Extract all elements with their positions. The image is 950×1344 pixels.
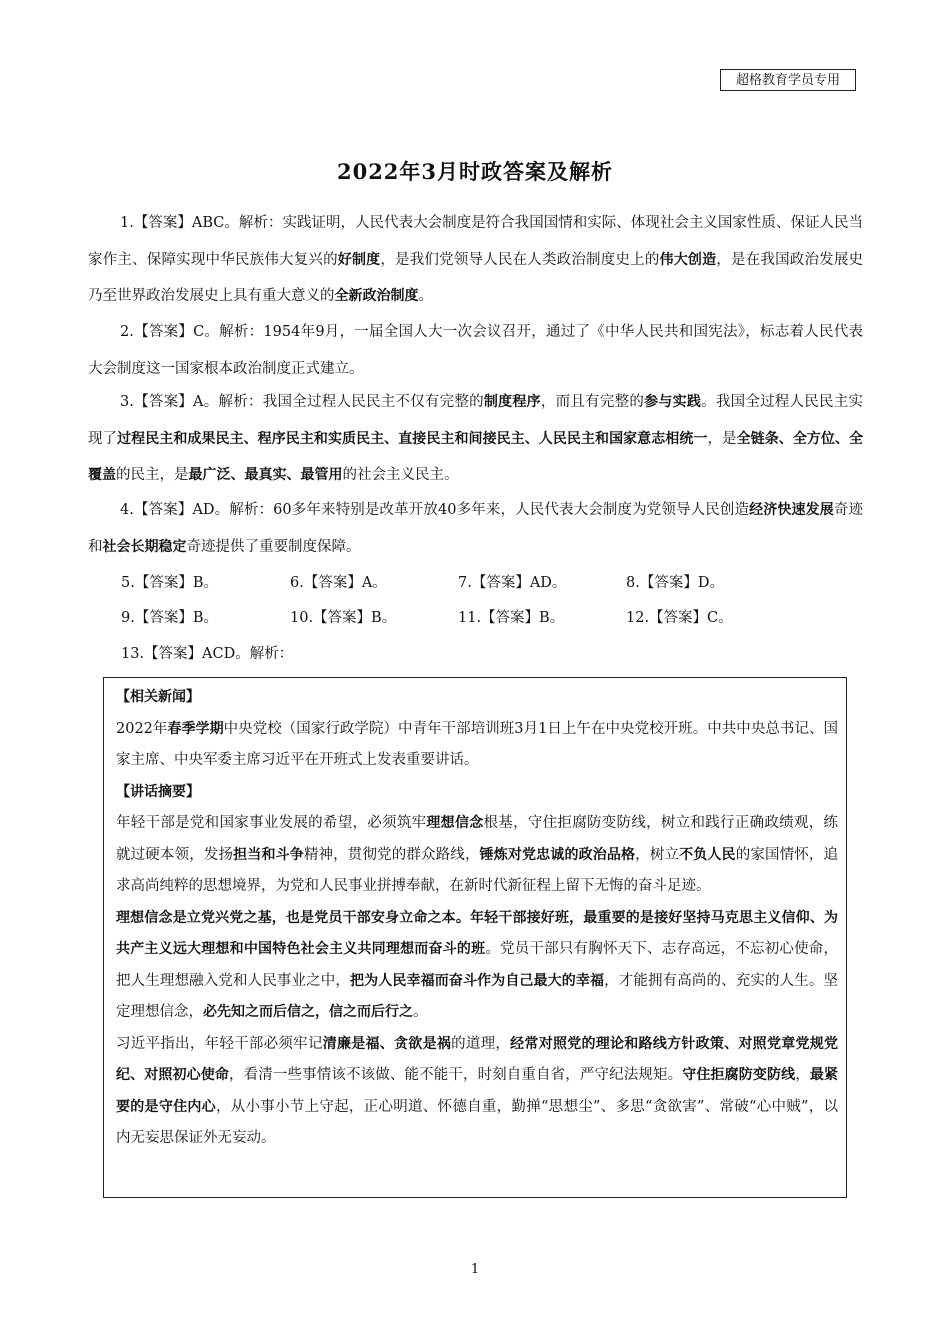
text-run: 精神，贯彻党的群众路线，: [303, 846, 480, 863]
emphasis-text: 不负人民: [679, 846, 736, 863]
summary-paragraph: [116, 1029, 838, 1155]
summary-heading: 【讲话摘要】: [116, 783, 200, 800]
answer-paragraph: [88, 205, 863, 315]
text-run: 2.【答案】C。解析：1954年9月，一届全国人大一次会议召开，通过了《中华人民共和国宪法》，标志着人民代表大会制度这一国家根本政治制度正式建立。: [88, 324, 863, 377]
short-answer: 5.【答案】B。: [121, 575, 218, 591]
text-run: 的家国情怀，追求高尚纯粹的思想境界，为党和人民事业拼搏奉献，在新时代新征程上留下无悔的奋斗足迹。: [116, 846, 839, 894]
emphasis-text: 春季学期: [167, 720, 224, 737]
emphasis-text: 伟大创造: [659, 251, 717, 268]
emphasis-text: 担当和斗争: [233, 846, 304, 863]
text-run: ，才能拥有高尚的、充实的人生。坚定理想信念，: [116, 972, 839, 1020]
text-run: 。我国全过程人民民主实现了: [88, 394, 864, 447]
short-answer: 6.【答案】A。: [290, 575, 387, 591]
short-answer: 11.【答案】B。: [458, 610, 565, 626]
question-13-answer: 13.【答案】ACD。解析：: [121, 646, 294, 662]
emphasis-text: 经常对照党的理论和路线方针政策、对照党章党规党纪、对照初心使命: [116, 1035, 839, 1083]
emphasis-text: 制度程序: [483, 394, 541, 410]
text-run: 中央党校（国家行政学院）中青年干部培训班3月1日上午在中央党校开班。中共中央总书记、国家主席、中央军委主席习近平在开班式上发表重要讲话。: [116, 720, 839, 768]
news-heading: 【相关新闻】: [116, 689, 200, 705]
emphasis-text: 必先知之而后信之，信之而后行之: [203, 1004, 413, 1020]
news-text: [116, 714, 838, 777]
text-run: ，: [795, 1067, 810, 1083]
page-title: 2022年3月时政答案及解析: [336, 159, 614, 184]
emphasis-text: 过程民主和成果民主、程序民主和实质民主、直接民主和间接民主、人民民主和国家意志相统一: [117, 430, 708, 447]
text-run: 。: [418, 288, 433, 304]
short-answer: 12.【答案】C。: [626, 610, 733, 626]
text-run: 根基，守住拒腐防变防线，树立和践行正确政绩观，练就过硬本领，发扬: [116, 815, 838, 863]
emphasis-text: 好制度: [337, 251, 381, 268]
answer-paragraph: [88, 492, 863, 565]
answer-paragraph: [88, 384, 863, 494]
page-number: 1: [470, 1262, 480, 1277]
text-run: 奇迹和: [88, 502, 864, 555]
text-run: ，是: [707, 430, 737, 447]
text-run: 3.【答案】A。解析：我国全过程人民民主不仅有完整的: [120, 394, 484, 410]
news-box: [103, 677, 847, 1198]
text-run: 习近平指出，年轻干部必须牢记: [116, 1035, 323, 1052]
text-run: 的民主，是: [116, 467, 189, 483]
short-answer: 7.【答案】AD。: [458, 575, 567, 591]
short-answer: 9.【答案】B。: [121, 610, 218, 626]
emphasis-text: 理想信念是立党兴党之基，也是党员干部安身立命之本。年轻干部接好班，最重要的是接好坚持马克思主义信仰、为共产主义远大理想和中国特色社会主义共同理想而奋斗的班: [116, 909, 838, 957]
text-run: 1.【答案】ABC。解析：实践证明，人民代表大会制度是符合我国国情和实际、体现社会主义国家性质、保证人民当家作主、保障实现中华民族伟大复兴的: [88, 215, 863, 268]
emphasis-text: 参与实践: [644, 394, 702, 410]
short-answer: 10.【答案】B。: [290, 610, 397, 626]
answer-paragraph: [88, 314, 863, 387]
text-run: 奇迹提供了重要制度保障。: [186, 538, 361, 555]
emphasis-text: 最广泛、最真实、最管用: [188, 467, 343, 483]
text-run: 2022年: [116, 720, 168, 737]
emphasis-text: 理想信念: [426, 815, 484, 831]
emphasis-text: 把为人民幸福而奋斗作为自己最大的幸福: [349, 972, 605, 989]
emphasis-text: 经济快速发展: [749, 502, 834, 518]
emphasis-text: 清廉是福、贪欲是祸: [322, 1035, 452, 1052]
text-run: 。党员干部只有胸怀天下、志存高远，不忘初心使命，把人生理想融入党和人民事业之中，: [116, 941, 839, 989]
emphasis-text: 全新政治制度: [334, 288, 419, 304]
summary-paragraph: [116, 808, 838, 903]
text-run: ，树立: [635, 846, 680, 863]
emphasis-text: 社会长期稳定: [102, 538, 187, 555]
text-run: ，是我们党领导人民在人类政治制度史上的: [380, 251, 660, 268]
text-run: 。: [413, 1004, 428, 1020]
emphasis-text: 最紧要的是守住内心: [116, 1067, 839, 1115]
text-run: ，而且有完整的: [540, 394, 645, 410]
emphasis-text: 守住拒腐防变防线: [682, 1067, 796, 1083]
text-run: ，是在我国政治发展史乃至世界政治发展史上具有重大意义的: [88, 251, 864, 304]
summary-paragraph: [116, 903, 838, 1029]
text-run: 年轻干部是党和国家事业发展的希望，必须筑牢: [116, 815, 427, 831]
emphasis-text: 锤炼对党忠诚的政治品格: [479, 846, 636, 863]
short-answer: 8.【答案】D。: [626, 575, 724, 591]
text-run: 4.【答案】AD。解析：60多年来特别是改革开放40多年来，人民代表大会制度为党领导人民创造: [120, 502, 750, 518]
text-run: ，从小事小节上守起，正心明道、怀德自重，勤掸“思想尘”、多思“贪欲害”、常破“心中贼”，以内无妄思保证外无妄动。: [116, 1098, 839, 1146]
emphasis-text: 全链条、全方位、全覆盖: [88, 430, 864, 483]
text-run: 的社会主义民主。: [342, 467, 459, 483]
watermark-stamp: 超格教育学员专用: [720, 69, 856, 91]
text-run: 的道理，: [451, 1035, 511, 1052]
text-run: ，看清一些事情该不该做、能不能干，时刻自重自省，严守纪法规矩。: [228, 1067, 683, 1083]
